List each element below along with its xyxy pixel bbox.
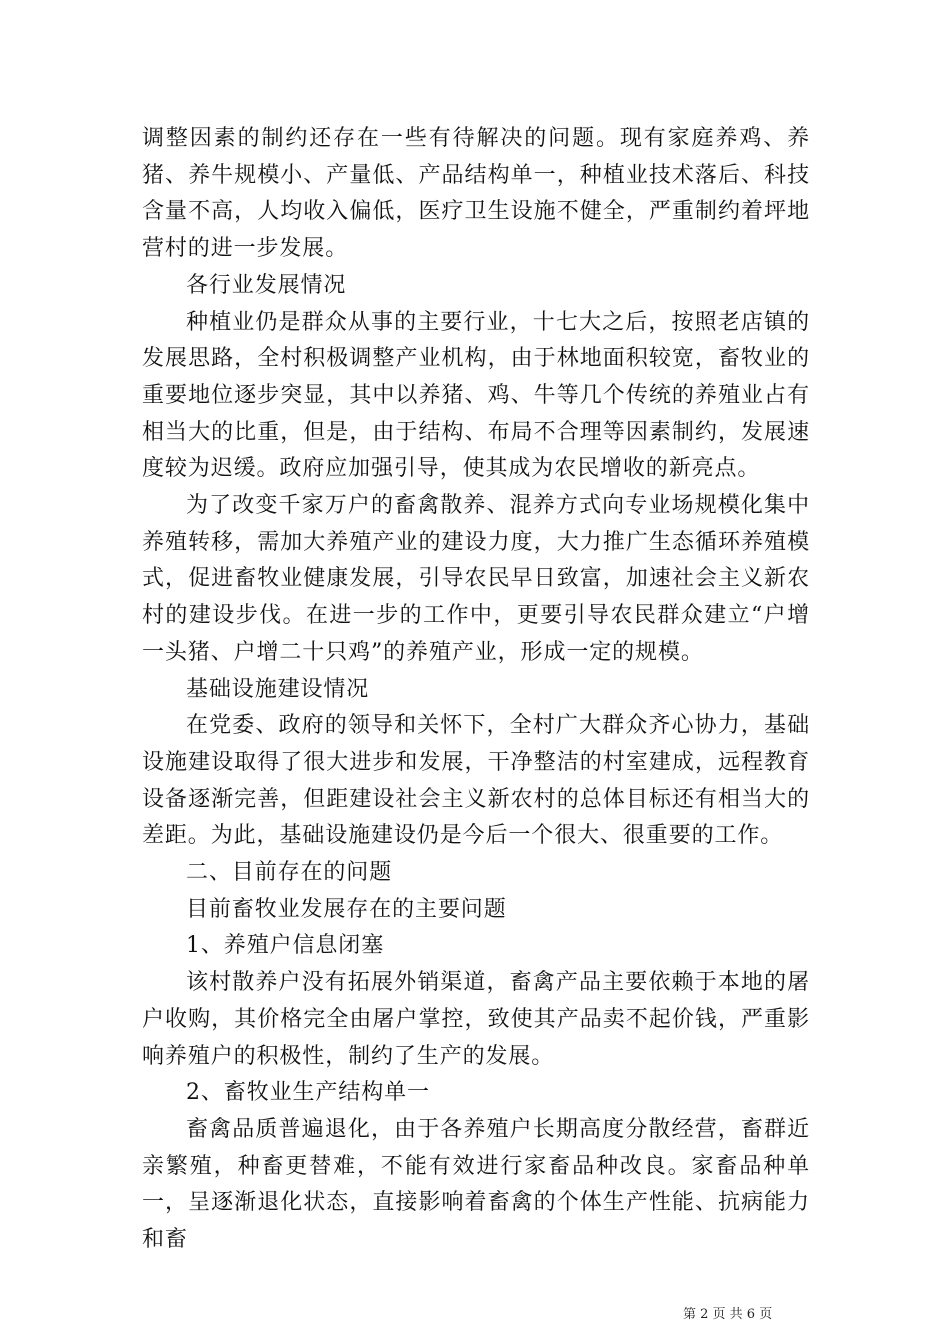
subheading-livestock-problems: 目前畜牧业发展存在的主要问题 — [186, 896, 507, 922]
subheading-single-structure: 2、畜牧业生产结构单一 — [186, 1080, 430, 1106]
paragraph-breed-degradation: 畜禽品质普遍退化，由于各养殖户长期高度分散经营，畜群近亲繁殖，种畜更替难，不能有效进行家畜品种改良。家畜品种单一，呈逐渐退化状态，直接影响着畜禽的个体生产性能、抗病能力和畜 — [142, 1116, 810, 1253]
section-heading-existing-problems: 二、目前存在的问题 — [186, 860, 393, 886]
subheading-information-closed: 1、养殖户信息闭塞 — [186, 933, 385, 959]
paragraph-breeding-transfer: 为了改变千家万户的畜禽散养、混养方式向专业场规模化集中养殖转移，需加大养殖产业的建设力度，大力推广生态循环养殖模式，促进畜牧业健康发展，引导农民早日致富，加速社会主义新农村的建设步伐。在进一步的工作中，更要引导农民群众建立“户增一头猪、户增二十只鸡”的养殖产业，形成一定的规模。 — [142, 493, 810, 665]
page-number-footer: 第 2 页 共 6 页 — [683, 1307, 773, 1322]
paragraph-sales-channels: 该村散养户没有拓展外销渠道，畜禽产品主要依赖于本地的屠户收购，其价格完全由屠户掌控，致使其产品卖不起价钱，严重影响养殖户的积极性，制约了生产的发展。 — [142, 970, 810, 1069]
paragraph-infrastructure: 在党委、政府的领导和关怀下，全村广大群众齐心协力，基础设施建设取得了很大进步和发展，干净整洁的村室建成，远程教育设备逐渐完善，但距建设社会主义新农村的总体目标还有相当大的差距。为此，基础设施建设仍是今后一个很大、很重要的工作。 — [142, 713, 810, 849]
section-heading-infrastructure: 基础设施建设情况 — [186, 676, 370, 702]
paragraph-planting-industry: 种植业仍是群众从事的主要行业，十七大之后，按照老店镇的发展思路，全村积极调整产业机构，由于林地面积较宽，畜牧业的重要地位逐步突显，其中以养猪、鸡、牛等几个传统的养殖业占有相当大的比重，但是，由于结构、布局不合理等因素制约，发展速度较为迟缓。政府应加强引导，使其成为农民增收的新亮点。 — [142, 309, 810, 482]
paragraph-intro-continued: 调整因素的制约还存在一些有待解决的问题。现有家庭养鸡、养猪、养牛规模小、产量低、产品结构单一，种植业技术落后、科技含量不高，人均收入偏低，医疗卫生设施不健全，严重制约着坪地营村的进一步发展。 — [142, 126, 810, 262]
document-body — [142, 121, 810, 1259]
section-heading-industry-development: 各行业发展情况 — [186, 272, 347, 298]
